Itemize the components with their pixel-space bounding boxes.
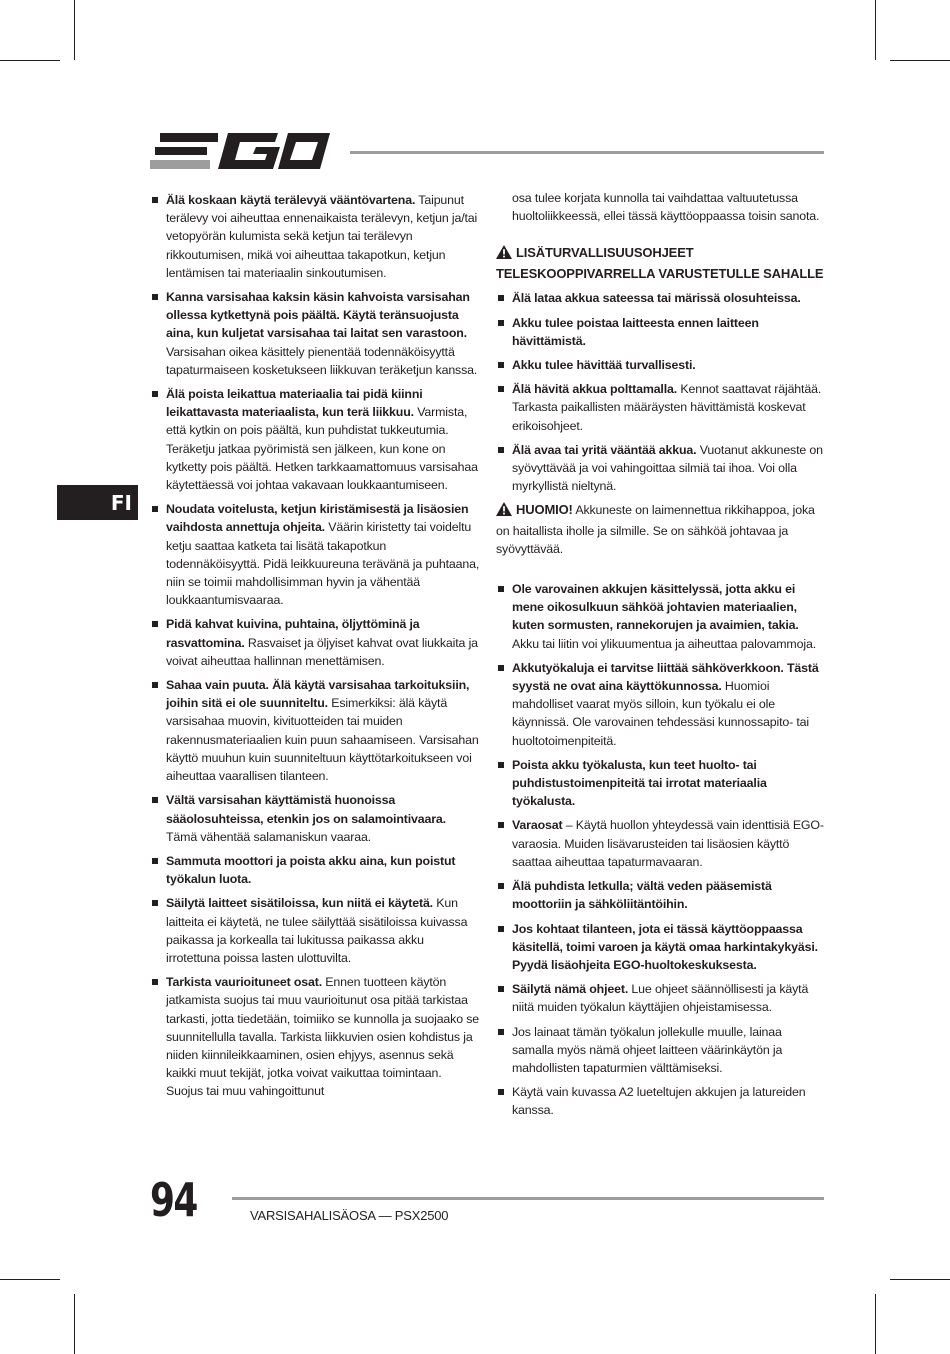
list-item: [496, 980, 826, 1016]
item-heading: Noudata voitelusta, ketjun kiristämisestä ja lisäosien vaihdosta annettuja ohjeita.: [166, 502, 469, 535]
list-item: [496, 356, 826, 374]
item-heading: Älä puhdista letkulla; vältä veden pääsemistä moottoriin ja sähköliitäntöihin.: [512, 879, 772, 912]
section-title-line1: LISÄTURVALLISUUSOHJEET: [516, 245, 694, 261]
crop-mark: [875, 1294, 876, 1354]
list-item: [496, 580, 826, 653]
item-heading: Poista akku työkalusta, kun teet huolto- tai puhdistustoimenpiteitä tai irrotat materiaalia työkalusta.: [512, 757, 767, 809]
item-text: Esimerkiksi: älä käytä varsisahaa muovin, kivituotteiden tai muiden rakennusmateriaalien kuin puun sahaamiseen. Varsisahan käyttö muuhun kuin suunniteltuun käyttötarkoitukseen voi aiheuttaa vaarallisen tilanteen.: [166, 696, 479, 784]
list-item: [150, 191, 480, 282]
list-item: [496, 816, 826, 871]
item-heading: Tarkista vaurioituneet osat.: [166, 975, 323, 990]
item-text: Varmista, että kytkin on pois päältä, kun puhdistat tukkeutumia. Teräketju jatkaa pyörimistä sen jälkeen, kun kone on kytketty pois päältä. Hetken tarkkaamattomuus varsisahaa käytettäessä voi johtaa vakavaan loukkaantumiseen.: [166, 405, 478, 493]
item-text: Rasvaiset ja öljyiset kahvat ovat liukkaita ja voivat aiheuttaa hallinnan menettämisen.: [166, 635, 478, 668]
item-heading: Älä avaa tai yritä vääntää akkua.: [512, 442, 697, 457]
warning-icon: [496, 502, 512, 521]
list-item: [496, 877, 826, 913]
section-title-line2: TELESKOOPPIVARRELLA VARUSTETULLE SAHALLE: [496, 266, 824, 282]
notice-block: [496, 501, 826, 558]
item-heading: Pidä kahvat kuivina, puhtaina, öljyttöminä ja rasvattomina.: [166, 617, 420, 650]
item-text: Käytä vain kuvassa A2 lueteltujen akkujen ja latureiden kanssa.: [512, 1085, 806, 1118]
list-item: [496, 659, 826, 750]
list-item: [150, 894, 480, 967]
item-heading: Sammuta moottori ja poista akku aina, kun poistut työkalun luota.: [166, 853, 456, 887]
list-item: [150, 288, 480, 379]
list-item: [150, 385, 480, 494]
continuation-text: osa tulee korjata kunnolla tai vaihdattaa valtuutetussa huoltoliikkeessä, ellei tässä käyttöoppaassa toisin sanota.: [512, 191, 820, 224]
footer-rule: [232, 1197, 824, 1200]
crop-mark: [74, 0, 75, 60]
item-text: Väärin kiristetty tai voideltu ketju saattaa katketa tai lisätä takapotkun todennäköisyyttä. Pidä leikkuureuna terävänä ja puhtaana, niin se toimii mahdollisimman hyvin ja vähentää loukkaantumisvaaraa.: [166, 520, 480, 608]
list-item: [496, 380, 826, 435]
list-item: [150, 973, 480, 1100]
notice-text: Akkuneste on laimennettua rikkihappoa, joka on haitallista iholle ja silmille. Se on sähköä johtavaa ja syövyttävää.: [496, 503, 815, 556]
item-heading: Vältä varsisahan käyttämistä huonoissa sääolosuhteissa, etenkin jos on salamointivaara.: [166, 793, 446, 826]
crop-mark: [0, 60, 60, 61]
battery-safety-list: [496, 289, 826, 495]
crop-mark: [74, 1294, 75, 1354]
right-column: [496, 189, 826, 1126]
item-text: Huomioi mahdolliset vaarat myös silloin, kun työkalu ei ole käynnissä. Ole varovainen tehdessäsi kunnossapito- tai huoltotoimenpiteitä.: [512, 679, 810, 748]
list-item: [150, 852, 480, 888]
item-heading: Säilytä nämä ohjeet.: [512, 982, 629, 997]
item-text: Akku tai liitin voi ylikuumentua ja aiheuttaa palovammoja.: [512, 636, 816, 651]
item-heading: Säilytä laitteet sisätiloissa, kun niitä ei käytetä.: [166, 896, 433, 911]
item-heading: Akku tulee hävittää turvallisesti.: [512, 358, 696, 373]
item-heading: Ole varovainen akkujen käsittelyssä, jotta akku ei mene oikosulkuun sähköä johtavien materiaalien, kuten sormusten, rannekorujen ja avaimien, takia.: [512, 582, 799, 633]
item-heading: Älä koskaan käytä terälevyä vääntövartena.: [166, 193, 416, 207]
item-text: Kun laitteita ei käytetä, ne tulee säilyttää sisätiloissa kuivassa paikassa ja korkealla tai lukitussa paikassa akku irrotettuna poissa lasten ulottuvilta.: [166, 896, 468, 965]
notice-title: HUOMIO!: [516, 502, 573, 518]
list-item: [496, 1083, 826, 1119]
item-heading: Akkutyökaluja ei tarvitse liittää sähköverkkoon. Tästä syystä ne ovat aina käyttökunnossa.: [512, 660, 819, 694]
list-item: [150, 500, 480, 609]
safety-list-right: [496, 580, 826, 1119]
footer-text: VARSISAHALISÄOSA — PSX2500: [250, 1208, 449, 1223]
item-heading: Kanna varsisahaa kaksin käsin kahvoista varsisahan ollessa kytkettynä pois päältä. Käytä teränsuojusta aina, kun kuljetat varsisahaa tai laitat sen varastoon.: [166, 290, 470, 341]
list-item: [496, 756, 826, 811]
crop-mark: [890, 60, 950, 61]
left-column: [150, 191, 480, 1107]
page-number: 94: [150, 1173, 197, 1227]
list-item: [496, 920, 826, 975]
item-heading: Älä poista leikattua materiaalia tai pidä kiinni leikattavasta materiaalista, kun terä liikkuu.: [166, 387, 423, 420]
crop-mark: [0, 1279, 60, 1280]
item-heading: Varaosat: [512, 818, 563, 833]
list-item: [496, 289, 826, 307]
header-rule: [350, 151, 824, 154]
item-text: Taipunut terälevy voi aiheuttaa ennenaikaista terälevyn, ketjun ja/tai vetopyörän kulumista sekä ketjun tai terälevyn rikkoutumisen, mikä voi aiheuttaa takapotkun, ketjun lentämisen tai materiaalin sinkoutumisen.: [166, 193, 478, 280]
list-item: [496, 314, 826, 350]
item-heading: Jos kohtaat tilanteen, jota ei tässä käyttöoppaassa käsitellä, toimi varoen ja käytä omaa harkintakykyäsi. Pyydä lisäohjeita EGO-huoltokeskuksesta.: [512, 921, 818, 972]
item-text: Kennot saattavat räjähtää. Tarkasta paikallisten määräysten hävittämistä koskevat erikoisohjeet.: [512, 382, 822, 433]
section-title: [496, 243, 826, 283]
list-item: [150, 676, 480, 785]
list-item: [150, 791, 480, 846]
item-text: Varsisahan oikea käsittely pienentää todennäköisyyttä tapaturmaiseen kosketukseen liikkuvan teräketjun kanssa.: [166, 344, 478, 377]
crop-mark: [875, 0, 876, 60]
ego-logo: [150, 130, 330, 172]
item-text: Jos lainaat tämän työkalun jollekulle muulle, lainaa samalla myös nämä ohjeet laitteen väärinkäytön ja mahdollisten tapaturmien välttämiseksi.: [512, 1024, 783, 1075]
item-text: Ennen tuotteen käytön jatkamista suojus tai muu vaurioitunut osa pitää tarkistaa tarkasti, jotta tiedetään, toimiiko se kunnolla ja suojaako se suunnitellulla tavalla. Tarkista liikkuvien osien kohdistus ja niiden kiinnileikkaaminen, osien ehjyys, asennus sekä kaikki muut tekijät, jotka voivat vaikuttaa toimintaan. Suojus tai muu vahingoittunut: [166, 975, 480, 1099]
item-text: Lue ohjeet säännöllisesti ja käytä niitä muiden työkalun käyttäjien ohjeistamisessa.: [512, 982, 809, 1015]
language-code: FI: [110, 490, 132, 515]
item-text: Tämä vähentää salamaniskun vaaraa.: [166, 829, 371, 844]
list-item: [496, 441, 826, 496]
list-item: [496, 1023, 826, 1078]
crop-mark: [890, 1279, 950, 1280]
item-text: – Käytä huollon yhteydessä vain identtisiä EGO-varaosia. Muiden lisävarusteiden tai lisäosien käyttö saattaa aiheuttaa tapaturmavaaran.: [512, 818, 824, 869]
language-tab: [57, 485, 138, 520]
safety-list-left: [150, 191, 480, 1101]
item-heading: Älä hävitä akkua polttamalla.: [512, 382, 678, 397]
item-heading: Akku tulee poistaa laitteesta ennen laitteen hävittämistä.: [512, 315, 759, 348]
item-text: Vuotanut akkuneste on syövyttävää ja voi vahingoittaa silmiä tai ihoa. Voi olla myrkyllistä nieltynä.: [512, 442, 823, 494]
item-heading: Älä lataa akkua sateessa tai märissä olosuhteissa.: [512, 291, 801, 306]
warning-icon: [496, 245, 512, 264]
list-item: [150, 615, 480, 670]
item-heading: Sahaa vain puuta. Älä käytä varsisahaa tarkoituksiin, joihin sitä ei ole suunniteltu.: [166, 678, 470, 711]
